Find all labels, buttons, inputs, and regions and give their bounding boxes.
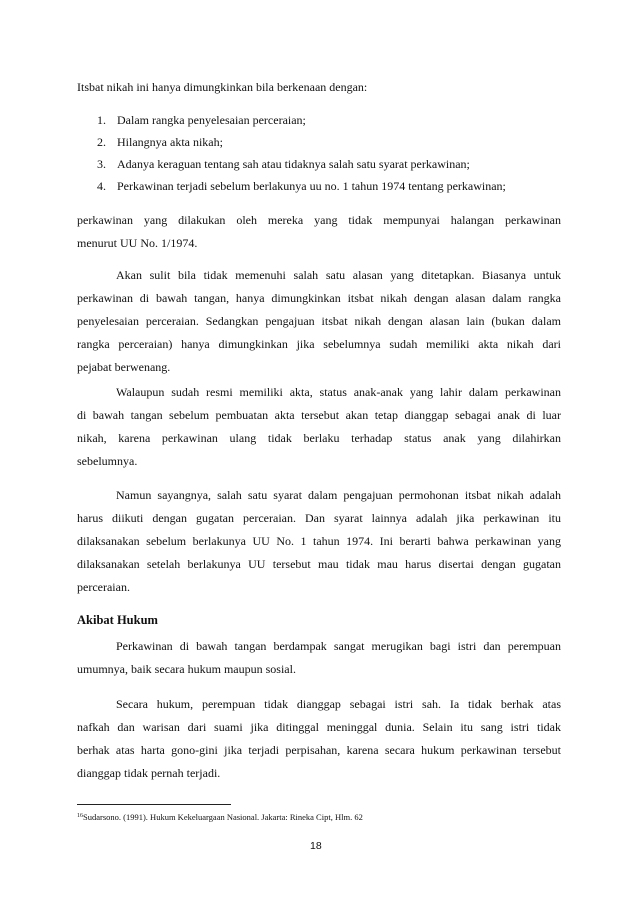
page-number: 18 — [310, 840, 322, 852]
footnote-mark: 16 — [77, 813, 83, 819]
list-item-number: 2. — [97, 135, 106, 149]
paragraph-line: pejabat berwenang. — [77, 360, 171, 374]
paragraph-line: dianggap tidak pernah terjadi. — [77, 766, 221, 780]
section-heading: Akibat Hukum — [77, 613, 158, 627]
paragraph-line: Walaupun sudah resmi memiliki akta, status anak-anak yang lahir dalam perkawinan — [116, 385, 561, 399]
paragraph-line: Akan sulit bila tidak memenuhi salah satu alasan yang ditetapkan. Biasanya untuk — [116, 268, 561, 282]
paragraph-line: perkawinan yang dilakukan oleh mereka yang tidak mempunyai halangan perkawinan — [77, 213, 561, 227]
list-item-text: Adanya keraguan tentang sah atau tidaknya salah satu syarat perkawinan; — [117, 157, 470, 171]
paragraph-line: nafkah dan warisan dari suami jika ditinggal meninggal dunia. Selain itu sang istri tidak — [77, 720, 561, 734]
list-item-number: 1. — [97, 113, 106, 127]
paragraph-line: rangka perceraian) hanya dimungkinkan jika sebelumnya sudah memiliki akta nikah dari — [77, 337, 561, 351]
intro-text: Itsbat nikah ini hanya dimungkinkan bila berkenaan dengan: — [77, 80, 368, 94]
paragraph-line: berhak atas harta gono-gini jika terjadi perpisahan, karena secara hukum perkawinan tersebut — [77, 743, 561, 757]
footnote-text: Sudarsono. (1991). Hukum Kekeluargaan Nasional. Jakarta: Rineka Cipt, Hlm. 62 — [83, 812, 363, 822]
list-item-text: Perkawinan terjadi sebelum berlakunya uu no. 1 tahun 1974 tentang perkawinan; — [117, 179, 506, 193]
footnote — [77, 811, 363, 822]
list-item-number: 4. — [97, 179, 106, 193]
paragraph-line: di bawah tangan sebelum pembuatan akta tersebut akan tetap dianggap sebagai anak di luar — [77, 408, 561, 422]
paragraph-line: nikah, karena perkawinan ulang tidak berlaku terhadap status anak yang dilahirkan — [77, 431, 561, 445]
paragraph-line: menurut UU No. 1/1974. — [77, 236, 198, 250]
paragraph-line: harus diikuti dengan gugatan perceraian. Dan syarat lainnya adalah jika perkawinan itu — [77, 511, 561, 525]
paragraph-line: Perkawinan di bawah tangan berdampak sangat merugikan bagi istri dan perempuan — [116, 639, 561, 653]
paragraph-line: sebelumnya. — [77, 454, 138, 468]
list-item-number: 3. — [97, 157, 106, 171]
paragraph-line: Secara hukum, perempuan tidak dianggap sebagai istri sah. Ia tidak berhak atas — [116, 697, 561, 711]
paragraph-line: perkawinan di bawah tangan, hanya dimungkinkan itsbat nikah dengan alasan dalam rangka — [77, 291, 561, 305]
paragraph-line: dilaksanakan setelah berlakunya UU tersebut mau tidak mau harus disertai dengan gugatan — [77, 557, 561, 571]
paragraph-line: umumnya, baik secara hukum maupun sosial. — [77, 662, 296, 676]
paragraph-line: Namun sayangnya, salah satu syarat dalam pengajuan permohonan itsbat nikah adalah — [116, 488, 561, 502]
footnote-divider — [77, 804, 231, 805]
list-item-text: Hilangnya akta nikah; — [117, 135, 223, 149]
list-item-text: Dalam rangka penyelesaian perceraian; — [117, 113, 306, 127]
paragraph-line: perceraian. — [77, 580, 130, 594]
paragraph-line: dilaksanakan sebelum berlakunya UU No. 1 tahun 1974. Ini berarti bahwa perkawinan yang — [77, 534, 561, 548]
paragraph-line: penyelesaian perceraian. Sedangkan pengajuan itsbat nikah dengan alasan lain (bukan dalam — [77, 314, 561, 328]
